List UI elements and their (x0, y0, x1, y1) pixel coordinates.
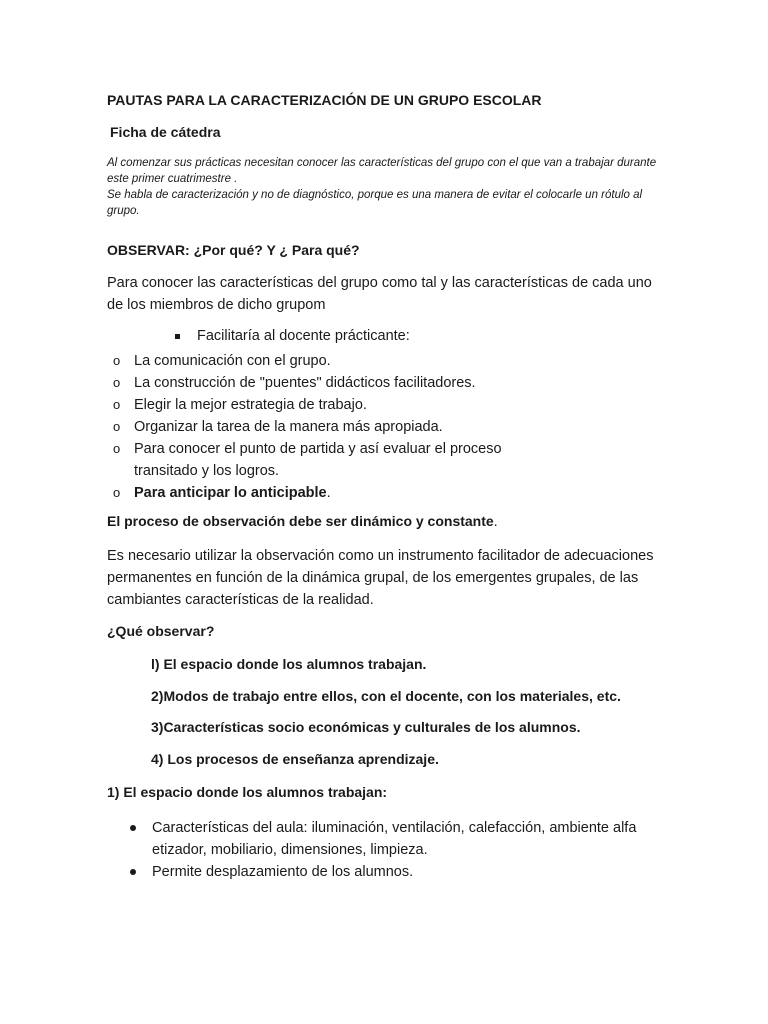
observe-paragraph: Para conocer las características del grupo como tal y las características de cada uno de los miembros de dicho grupom (107, 275, 652, 313)
circle-bullet-icon: o (113, 441, 121, 456)
list-item (130, 861, 660, 883)
observe-heading: OBSERVAR: ¿Por qué? Y ¿ Para qué? (107, 242, 360, 258)
list-item-text: Permite desplazamiento de los alumnos. (152, 864, 414, 880)
list-item (113, 438, 543, 482)
intro-paragraph-1: Al comenzar sus prácticas necesitan conocer las características del grupo con el que van a trabajar durante este primer cuatrimestre . (107, 157, 657, 185)
what-heading: ¿Qué observar? (107, 623, 215, 639)
list-item-text-end: . (326, 485, 331, 501)
list-item-text: La comunicación con el grupo. (134, 353, 331, 369)
what-item: 4) Los procesos de enseñanza aprendizaje. (151, 751, 439, 767)
what-item: 3)Características socio económicas y culturales de los alumnos. (151, 719, 581, 735)
dot-bullet-icon (130, 869, 136, 875)
facilitate-label: Facilitaría al docente prácticante: (197, 328, 410, 344)
list-item (113, 372, 543, 394)
facilitate-sublist (113, 350, 543, 504)
list-item (113, 394, 543, 416)
space-list (130, 817, 660, 883)
document-subtitle: Ficha de cátedra (110, 124, 221, 140)
list-item-text: Para conocer el punto de partida y así evaluar el proceso transitado y los logros. (134, 441, 502, 479)
process-heading-text: El proceso de observación debe ser dinámico y constante (107, 513, 494, 529)
list-item-text: Elegir la mejor estrategia de trabajo. (134, 397, 367, 413)
list-item-text: Organizar la tarea de la manera más apropiada. (134, 419, 443, 435)
process-heading (107, 513, 498, 529)
circle-bullet-icon: o (113, 375, 121, 390)
list-item (130, 817, 660, 861)
list-item (113, 416, 543, 438)
what-item: 2)Modos de trabajo entre ellos, con el docente, con los materiales, etc. (151, 688, 621, 704)
intro-note (107, 155, 667, 219)
intro-paragraph-2-text: Se habla de caracterización y no de diagnóstico, porque es una manera de evitar el colocarle un rótulo al grupo (107, 189, 643, 217)
dot-bullet-icon (130, 825, 136, 831)
what-item: l) El espacio donde los alumnos trabajan. (151, 656, 427, 672)
circle-bullet-icon: o (113, 419, 121, 434)
circle-bullet-icon: o (113, 485, 121, 500)
list-item (113, 350, 543, 372)
intro-paragraph-2 (107, 187, 667, 219)
circle-bullet-icon: o (113, 353, 121, 368)
list-item-text: Características del aula: iluminación, ventilación, calefacción, ambiente alfa etizador, mobiliario, dimensiones, limpieza. (152, 820, 637, 858)
space-heading: 1) El espacio donde los alumnos trabajan: (107, 784, 388, 800)
list-item-text: La construcción de "puentes" didácticos facilitadores. (134, 375, 476, 391)
intro-paragraph-2-end: . (136, 205, 140, 217)
process-paragraph: Es necesario utilizar la observación como un instrumento facilitador de adecuaciones permanentes en función de la dinámica grupal, de los emergentes grupales, de las cambiantes características de la realidad. (107, 548, 654, 608)
list-item (113, 482, 543, 504)
document-title: PAUTAS PARA LA CARACTERIZACIÓN DE UN GRUPO ESCOLAR (107, 92, 542, 108)
process-heading-end: . (493, 513, 498, 529)
circle-bullet-icon: o (113, 397, 121, 412)
square-bullet-icon (175, 334, 180, 339)
list-item-text-bold: Para anticipar lo anticipable (134, 485, 327, 501)
